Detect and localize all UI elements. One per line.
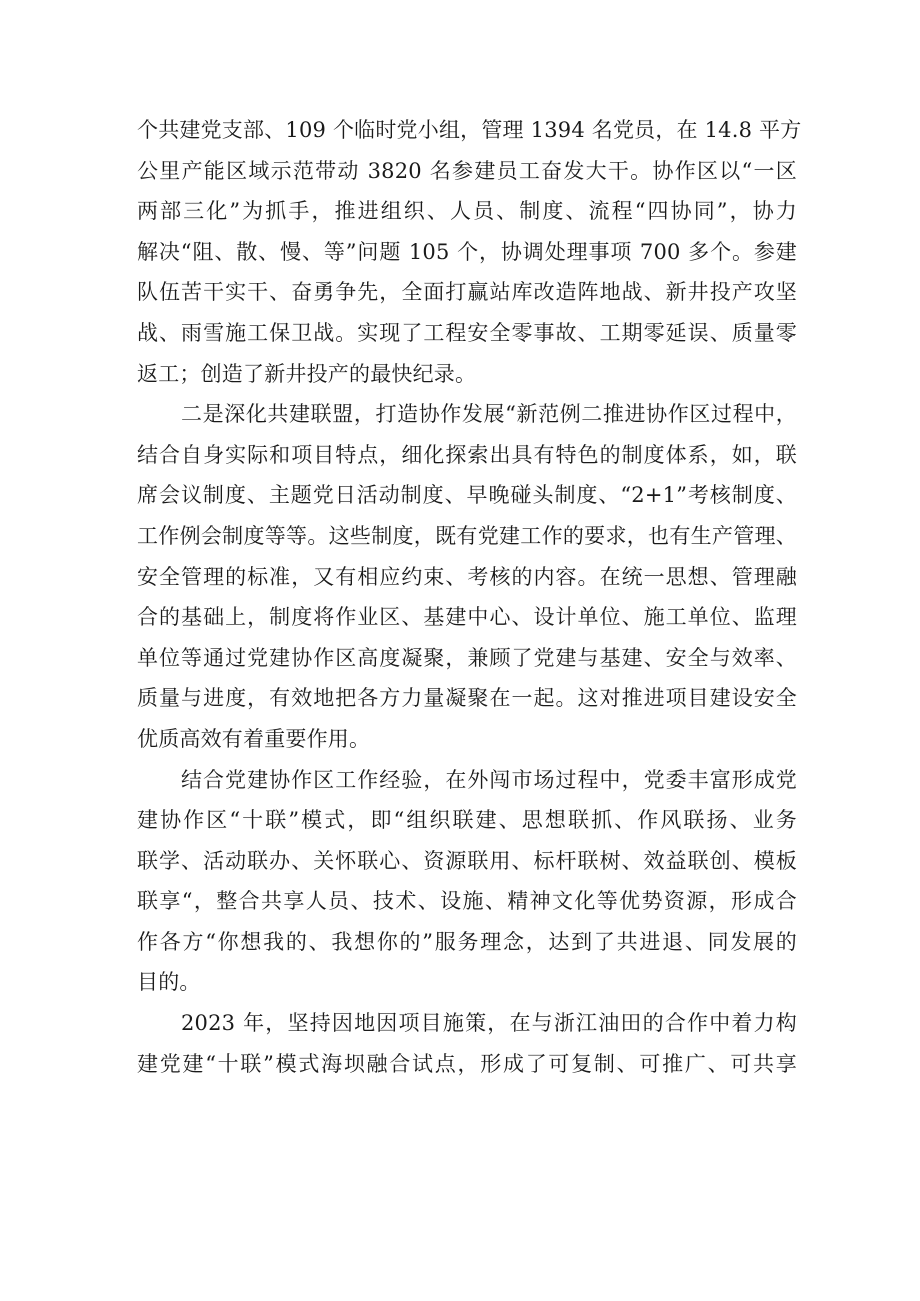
text-line: 结合自身实际和项目特点，细化探索出具有特色的制度体系，如，联 <box>137 442 797 467</box>
text-line: 合的基础上，制度将作业区、基建中心、设计单位、施工单位、监理 <box>137 605 797 630</box>
paragraph-2 <box>137 394 797 759</box>
paragraph-4 <box>137 1003 797 1084</box>
text-line: 建协作区“十联”模式，即“组织联建、思想联抓、作风联扬、业务 <box>137 808 797 833</box>
text-line: 工作例会制度等等。这些制度，既有党建工作的要求，也有生产管理、 <box>137 523 797 548</box>
text-line: 安全管理的标准，又有相应约束、考核的内容。在统一思想、管理融 <box>137 564 797 589</box>
text-line: 战、雨雪施工保卫战。实现了工程安全零事故、工期零延误、质量零 <box>137 320 797 345</box>
text-line: 联学、活动联办、关怀联心、资源联用、标杆联树、效益联创、模板 <box>137 848 797 873</box>
text-line: 席会议制度、主题党日活动制度、早晚碰头制度、“2+1”考核制度、 <box>137 483 797 508</box>
text-line: 建党建“十联”模式海坝融合试点，形成了可复制、可推广、可共享 <box>137 1051 797 1076</box>
text-line: 结合党建协作区工作经验，在外闯市场过程中，党委丰富形成党 <box>181 767 797 792</box>
text-line: 作各方“你想我的、我想你的”服务理念，达到了共进退、同发展的 <box>137 929 797 954</box>
text-line: 公里产能区域示范带动 3820 名参建员工奋发大干。协作区以“一区 <box>137 158 797 183</box>
text-line: 优质高效有着重要作用。 <box>137 726 371 751</box>
text-line: 二是深化共建联盟，打造协作发展“新范例二推进协作区过程中， <box>181 402 797 427</box>
text-line: 个共建党支部、109 个临时党小组，管理 1394 名党员，在 14.8 平方 <box>137 118 802 142</box>
text-line: 队伍苦干实干、奋勇争先，全面打赢站库改造阵地战、新井投产攻坚 <box>137 280 797 305</box>
paragraph-1 <box>137 110 802 394</box>
text-line: 2023 年，坚持因地因项目施策，在与浙江油田的合作中着力构 <box>181 1011 797 1036</box>
text-line: 联享“，整合共享人员、技术、设施、精神文化等优势资源，形成合 <box>137 889 797 914</box>
text-line: 质量与进度，有效地把各方力量凝聚在一起。这对推进项目建设安全 <box>137 686 797 711</box>
body-text <box>137 110 802 1084</box>
paragraph-3 <box>137 760 797 1004</box>
text-line: 两部三化”为抓手，推进组织、人员、制度、流程“四协同”，协力 <box>137 199 797 224</box>
text-line: 解决“阻、散、慢、等”问题 105 个，协调处理事项 700 多个。参建 <box>137 239 797 264</box>
text-line: 单位等通过党建协作区高度凝聚，兼顾了党建与基建、安全与效率、 <box>137 645 797 670</box>
text-line: 返工；创造了新井投产的最快纪录。 <box>137 361 477 386</box>
text-line: 目的。 <box>137 970 201 995</box>
